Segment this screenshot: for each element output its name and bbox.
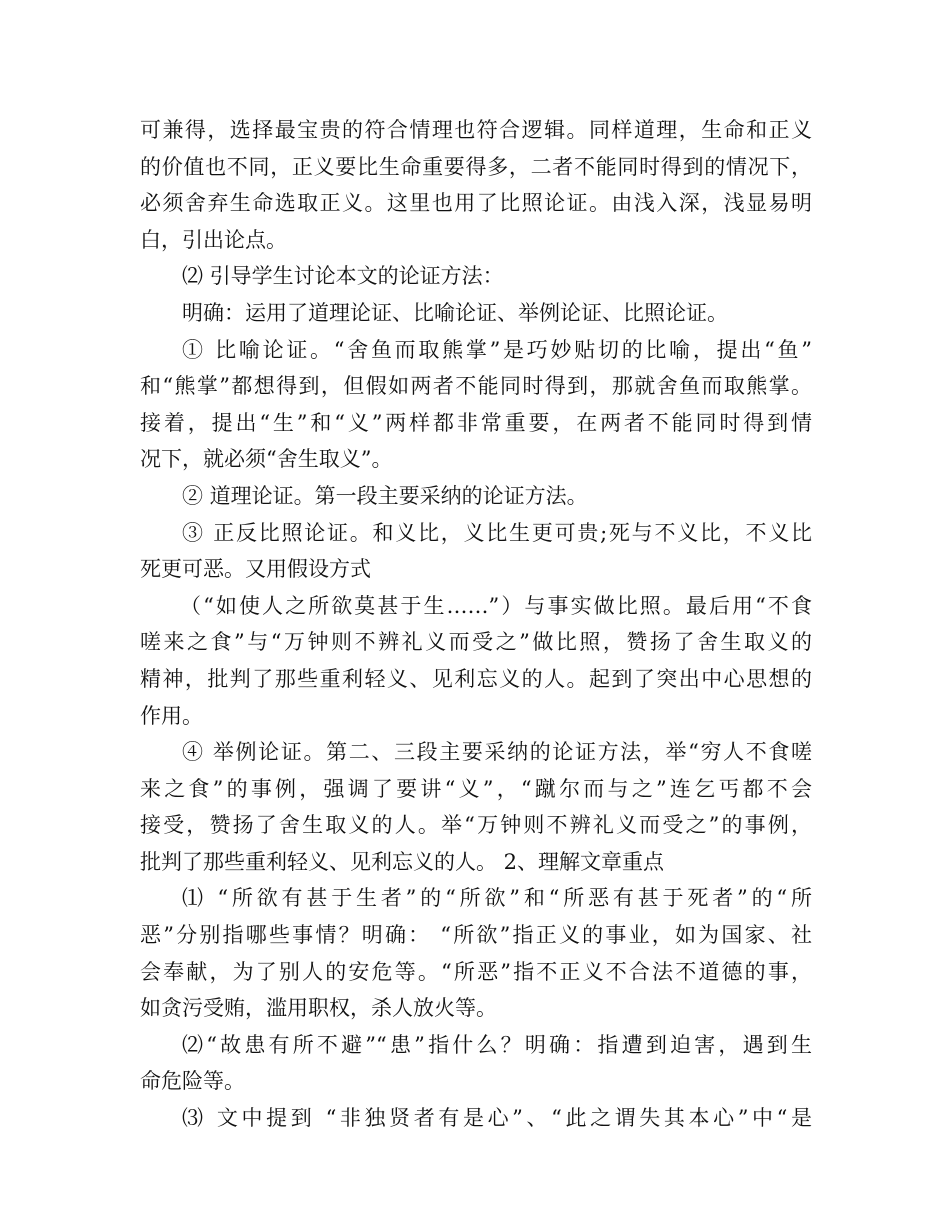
document-page: [140, 112, 812, 1137]
text-line: ⑶ 文中提到 “非独贤者有是心”、“此之谓失其本心”中“是: [182, 1106, 812, 1131]
text-line: 况下，就必须“舍生取义”。: [140, 447, 393, 472]
text-line: ① 比喻论证。“舍鱼而取熊掌”是巧妙贴切的比喻，提出“鱼”: [182, 337, 812, 362]
text-line: 和“熊掌”都想得到，但假如两者不能同时得到，那就舍鱼而取熊掌。: [140, 374, 812, 399]
text-line: 可兼得，选择最宝贵的符合情理也符合逻辑。同样道理，生命和正义: [140, 118, 812, 142]
text-line: ④ 举例论证。第二、三段主要采纳的论证方法，举“穷人不食嗟: [182, 740, 812, 765]
text-line: 接受，赞扬了舍生取义的人。举“万钟则不辨礼义而受之”的事例，: [140, 813, 812, 838]
text-line: 作用。: [140, 703, 203, 728]
text-line: 明确：运用了道理论证、比喻论证、举例论证、比照论证。: [182, 300, 728, 325]
text-line: 的价值也不同，正义要比生命重要得多，二者不能同时得到的情况下，: [140, 154, 812, 179]
text-line: 白，引出论点。: [140, 227, 287, 252]
text-line: 死更可恶。又用假设方式: [140, 557, 371, 582]
text-line: 精神，批判了那些重利轻义、见利忘义的人。起到了突出中心思想的: [140, 666, 812, 691]
text-line: 恶”分别指哪些事情？明确： “所欲”指正义的事业，如为国家、社: [140, 923, 812, 948]
text-line: （“如使人之所欲莫甚于生……”）与事实做比照。最后用“不食: [180, 593, 812, 618]
text-line: ③ 正反比照论证。和义比，义比生更可贵;死与不义比，不义比: [182, 520, 812, 545]
text-line: ⑵ 引导学生讨论本文的论证方法：: [182, 264, 504, 289]
text-line: ⑴ “所欲有甚于生者”的“所欲”和“所恶有甚于死者”的“所: [182, 886, 812, 911]
text-line: 必须舍弃生命选取正义。这里也用了比照论证。由浅入深，浅显易明: [140, 191, 812, 216]
text-line: 嗟来之食”与“万钟则不辨礼义而受之”做比照，赞扬了舍生取义的: [140, 630, 812, 655]
text-line: ⑵“故患有所不避”“患”指什么？明确：指遭到迫害，遇到生: [182, 1032, 812, 1057]
text-line: 命危险等。: [140, 1069, 245, 1094]
text-line: 会奉献，为了别人的安危等。“所恶”指不正义不合法不道德的事，: [140, 959, 812, 984]
text-line: 来之食”的事例，强调了要讲“义”，“蹴尔而与之”连乞丐都不会: [140, 776, 812, 801]
text-line: 如贪污受贿，滥用职权，杀人放火等。: [140, 996, 497, 1021]
text-line: ② 道理论证。第一段主要采纳的论证方法。: [182, 483, 588, 508]
text-line: 接着，提出“生”和“义”两样都非常重要，在两者不能同时得到情: [140, 410, 812, 435]
text-line: 批判了那些重利轻义、见利忘义的人。 2、理解文章重点: [140, 849, 665, 874]
